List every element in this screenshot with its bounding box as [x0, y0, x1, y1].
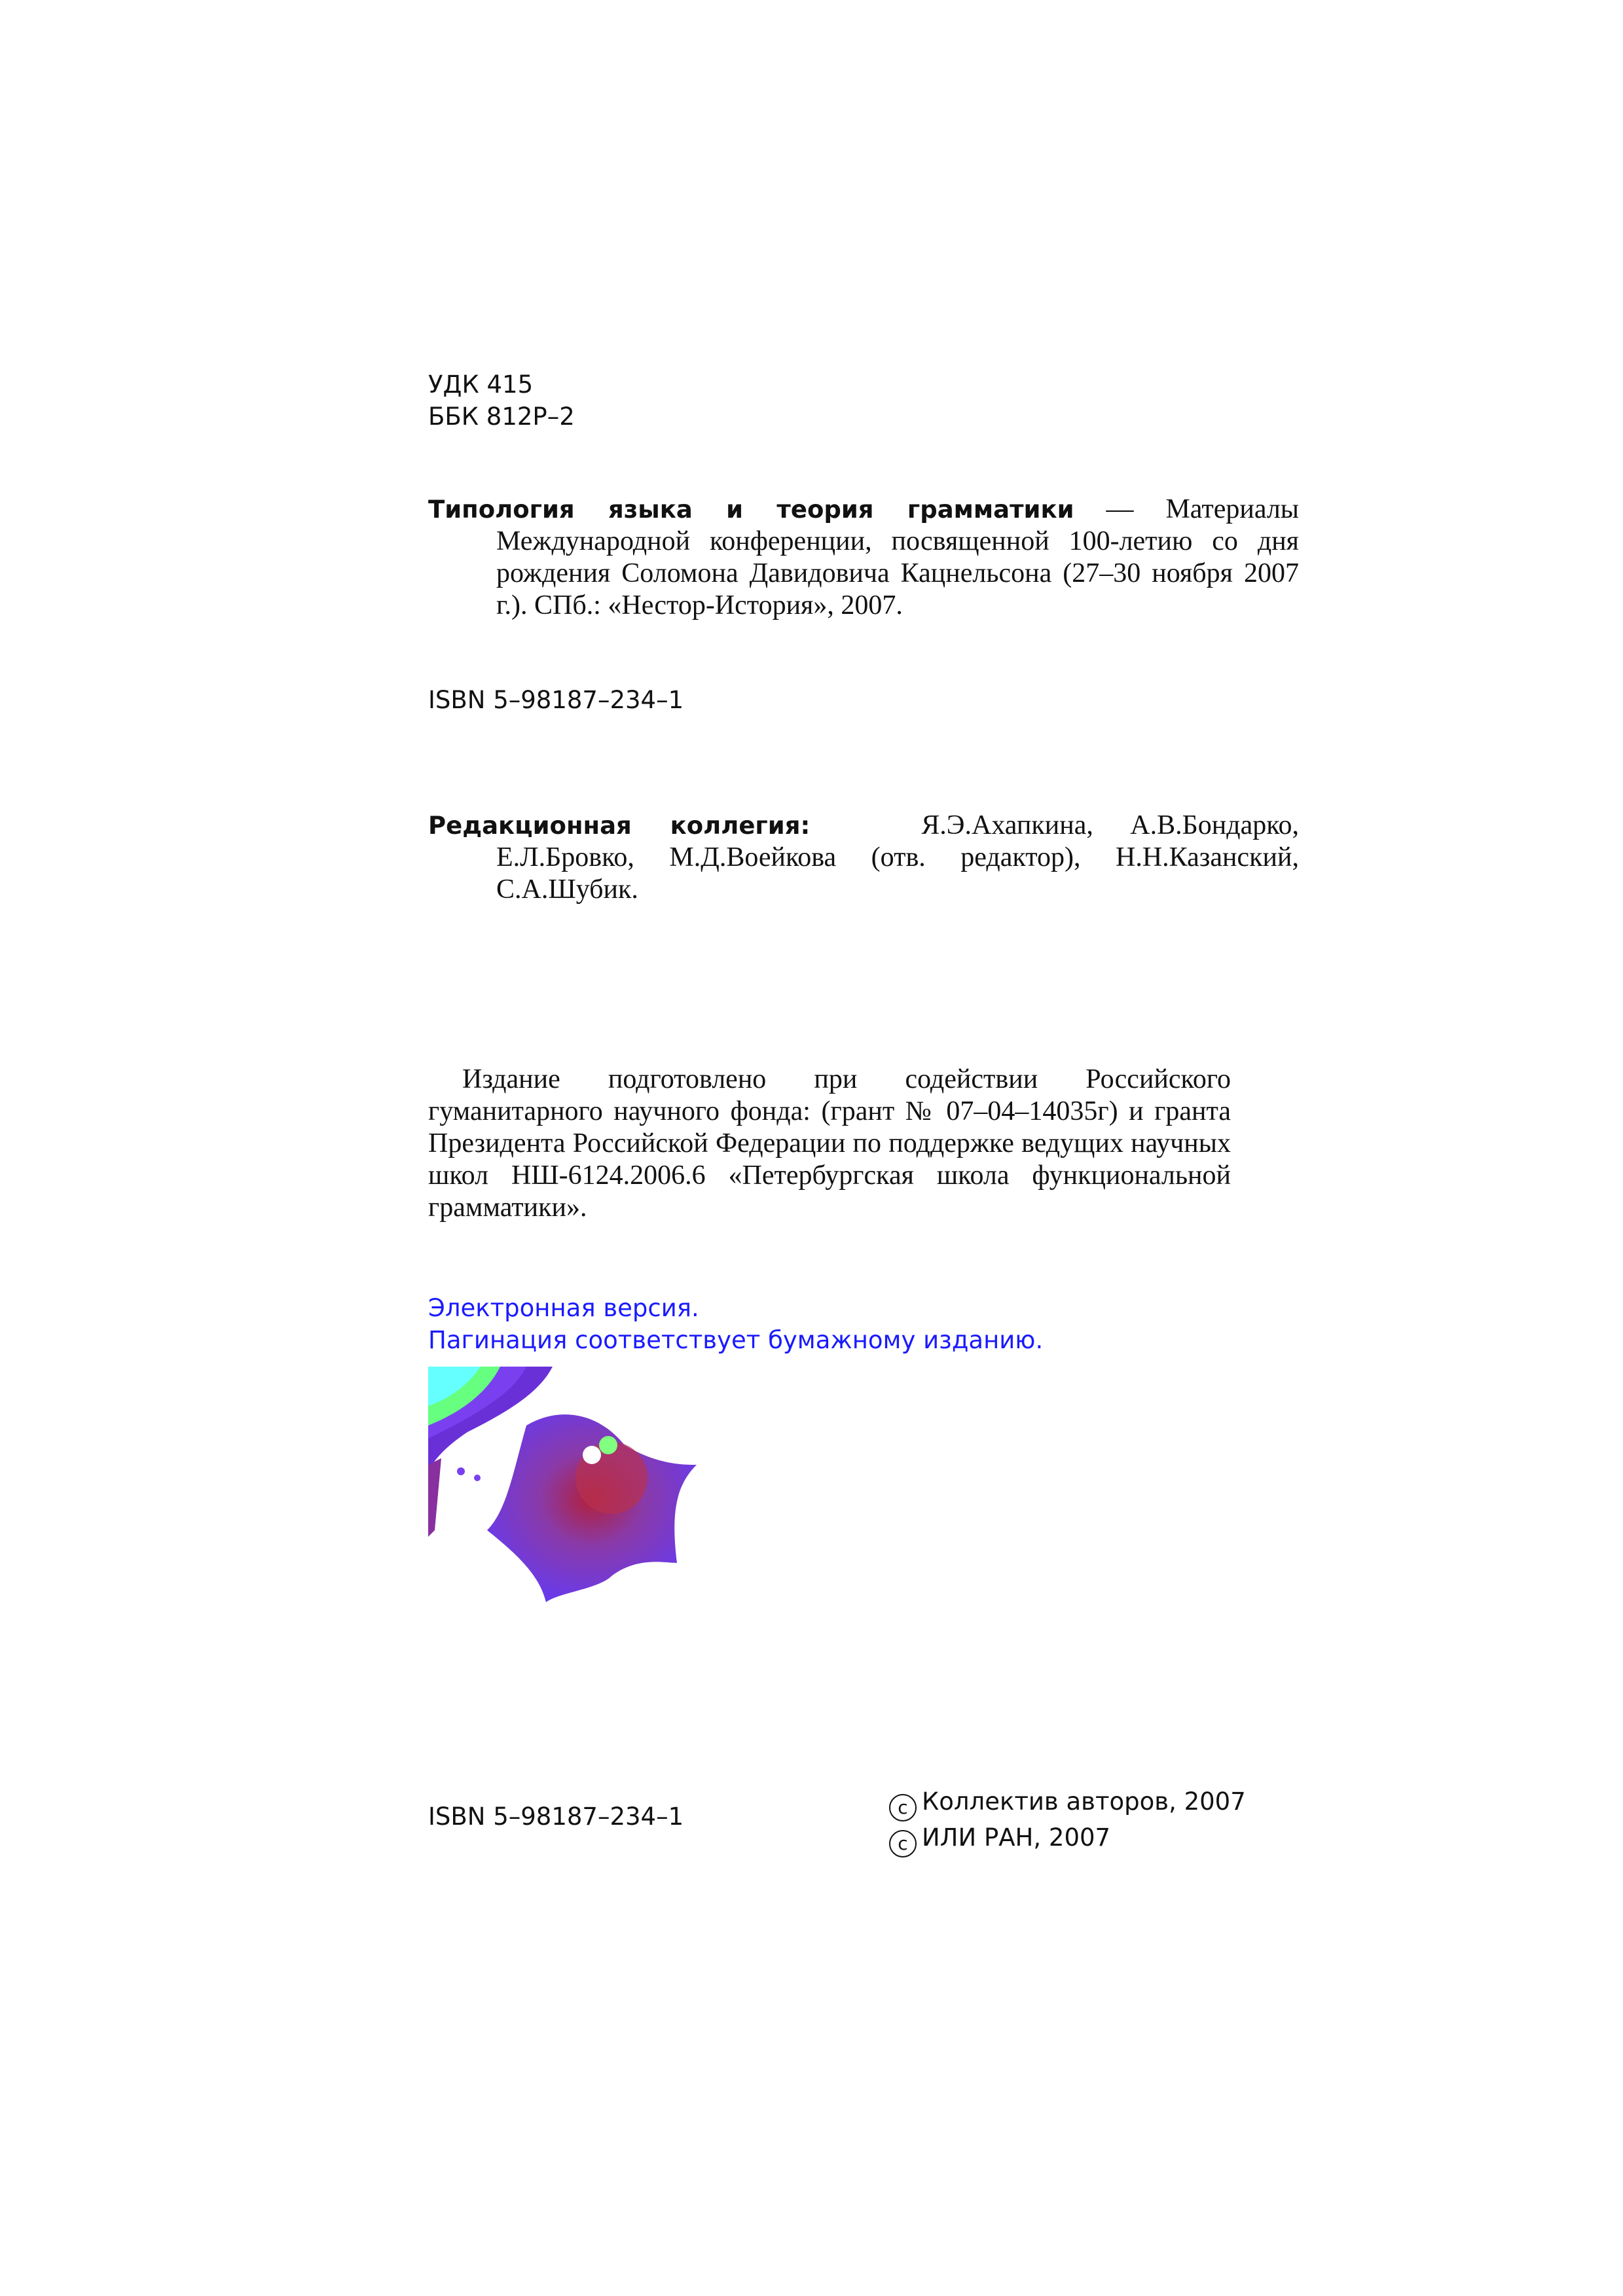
- copyright-line-1: Коллектив авторов, 2007: [922, 1787, 1246, 1816]
- funding-note: Издание подготовлено при содействии Российского гуманитарного научного фонда: (грант № 07–04–14035г) и гранта Президента Российской Федерации по поддержке ведущих научных школ НШ-6124.2006.6 «Петербургская школа функциональной грамматики».: [428, 1064, 1231, 1223]
- electronic-line-2: Пагинация соответствует бумажному изданию.: [428, 1326, 1044, 1354]
- copyright-icon: c: [889, 1794, 917, 1821]
- electronic-line-1: Электронная версия.: [428, 1294, 699, 1322]
- isbn-top: ISBN 5–98187–234–1: [428, 686, 684, 714]
- isbn-bottom: ISBN 5–98187–234–1: [428, 1803, 684, 1831]
- book-title: Типология языка и теория грамматики: [428, 495, 1074, 524]
- udk: УДК 415: [428, 370, 534, 399]
- citation-details: — Материалы Международной конференции, посвященной 100-летию со дня рождения Соломона Давидовича Кацнельсона (27–30 ноября 2007 г.). СПб.: «Нестор-История», 2007.: [496, 494, 1300, 620]
- copyright-line-2: ИЛИ РАН, 2007: [922, 1823, 1111, 1852]
- classification: [428, 368, 1231, 433]
- editorial-board: [428, 810, 1299, 906]
- electronic-version-note: [428, 1292, 1231, 1356]
- copyright-icon: c: [889, 1830, 917, 1857]
- bbk: ББК 812Р–2: [428, 403, 575, 431]
- editorial-label: Редакционная коллегия:: [428, 812, 811, 840]
- copyright: [889, 1785, 1246, 1857]
- editorial-members: Я.Э.Ахапкина, А.В.Бондарко, Е.Л.Бровко, М.Д.Воейкова (отв. редактор), Н.Н.Казанский, С.А.Шубик.: [496, 810, 1299, 905]
- citation: [428, 493, 1299, 622]
- fractal-image: [428, 1367, 703, 1605]
